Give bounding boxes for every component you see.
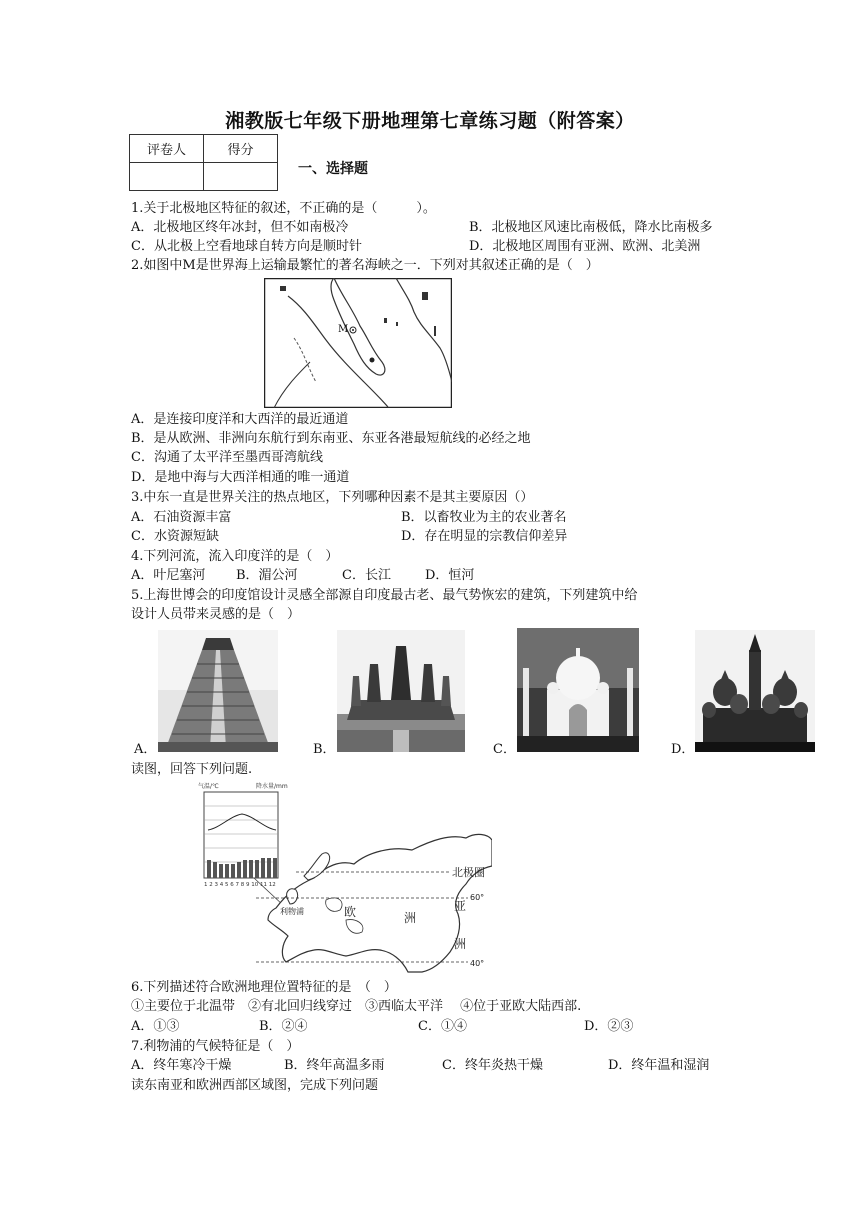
map-label-ou: 欧 bbox=[344, 905, 357, 919]
q5-label-b: B． bbox=[313, 742, 336, 757]
europe-map-with-climate-chart bbox=[196, 780, 492, 974]
q6-option-b: B．②④ bbox=[259, 1019, 308, 1034]
q2-option-b: B．是从欧洲、非洲向东航行到东南亚、东亚各港最短航线的必经之地 bbox=[131, 431, 531, 446]
page-title: 湘教版七年级下册地理第七章练习题（附答案） bbox=[225, 110, 635, 132]
q5-label-a: A． bbox=[134, 742, 157, 757]
q5-stem-line2: 设计人员带来灵感的是（ ） bbox=[131, 607, 301, 622]
q7-option-a: A．终年寒冷干燥 bbox=[131, 1058, 232, 1073]
score-cell-score bbox=[204, 163, 278, 191]
score-table bbox=[129, 134, 278, 191]
q5-label-c: C． bbox=[493, 742, 516, 757]
q2-option-d: D．是地中海与大西洋相通的唯一通道 bbox=[131, 470, 350, 485]
q3-option-c: C．水资源短缺 bbox=[131, 529, 219, 544]
map-label-europe-zhou: 洲 bbox=[404, 911, 417, 925]
malacca-strait-map bbox=[264, 278, 452, 408]
q3-option-a: A．石油资源丰富 bbox=[131, 510, 232, 525]
q1-option-b: B．北极地区风速比南极低，降水比南极多 bbox=[469, 220, 713, 235]
q4-option-d: D．恒河 bbox=[425, 568, 475, 583]
map-label-60: 60° bbox=[470, 893, 485, 902]
q3-stem: 3.中东一直是世界关注的热点地区，下列哪种因素不是其主要原因（） bbox=[131, 490, 534, 505]
taj-mahal-image bbox=[517, 628, 639, 752]
q5-label-d: D． bbox=[671, 742, 695, 757]
q6-option-c: C．①④ bbox=[418, 1019, 467, 1034]
q6-stem: 6.下列描述符合欧洲地理位置特征的是 （ ） bbox=[131, 980, 397, 995]
climate-chart-temp-label: 气温/℃ bbox=[198, 783, 219, 790]
map-label-ya: 亚 bbox=[454, 899, 467, 913]
q7-option-c: C．终年炎热干燥 bbox=[442, 1058, 543, 1073]
st-basils-cathedral-image bbox=[695, 630, 815, 752]
climate-chart-precip-label: 降水量/mm bbox=[256, 783, 288, 790]
score-header-grader: 评卷人 bbox=[130, 135, 204, 163]
q7-option-d: D．终年温和湿润 bbox=[608, 1058, 710, 1073]
mayan-pyramid-image bbox=[158, 630, 278, 752]
q1-option-d: D．北极地区周围有亚洲、欧洲、北美洲 bbox=[469, 239, 701, 254]
map-label-40: 40° bbox=[470, 959, 485, 968]
section-heading: 一、选择题 bbox=[298, 161, 368, 177]
q7-stem: 7.利物浦的气候特征是（ ） bbox=[131, 1039, 300, 1054]
map-label-liverpool: 利物浦 bbox=[280, 907, 304, 916]
q6-statements: ①主要位于北温带 ②有北回归线穿过 ③西临太平洋 ④位于亚欧大陆西部. bbox=[131, 999, 582, 1014]
angkor-wat-image bbox=[337, 630, 465, 752]
map-label-asia-zhou: 洲 bbox=[454, 937, 467, 951]
q4-option-c: C．长江 bbox=[342, 568, 391, 583]
q2-stem: 2.如图中M是世界海上运输最繁忙的著名海峡之一．下列对其叙述正确的是（ ） bbox=[131, 258, 599, 273]
q4-option-b: B．湄公河 bbox=[236, 568, 298, 583]
q1-option-c: C．从北极上空看地球自转方向是顺时针 bbox=[131, 239, 362, 254]
q3-option-b: B．以畜牧业为主的农业著名 bbox=[401, 510, 567, 525]
q5-stem-line1: 5.上海世博会的印度馆设计灵感全部源自印度最古老、最气势恢宏的建筑，下列建筑中给 bbox=[131, 588, 638, 603]
q6-option-d: D．②③ bbox=[584, 1019, 634, 1034]
q1-option-a: A．北极地区终年冰封，但不如南极冷 bbox=[131, 220, 349, 235]
q6-option-a: A．①③ bbox=[131, 1019, 180, 1034]
map-label-m: M bbox=[338, 324, 349, 335]
climate-chart-months: 1 2 3 4 5 6 7 8 9 10 11 12 bbox=[204, 882, 276, 888]
q3-option-d: D．存在明显的宗教信仰差异 bbox=[401, 529, 568, 544]
score-header-score: 得分 bbox=[204, 135, 278, 163]
q4-stem: 4.下列河流，流入印度洋的是（ ） bbox=[131, 549, 339, 564]
read-map-instruction: 读图，回答下列问题. bbox=[131, 762, 253, 777]
q4-option-a: A．叶尼塞河 bbox=[131, 568, 206, 583]
final-instruction: 读东南亚和欧洲西部区域图，完成下列问题 bbox=[131, 1078, 379, 1093]
q1-stem: 1.关于北极地区特征的叙述，不正确的是（ ）。 bbox=[131, 201, 436, 216]
q2-option-c: C．沟通了太平洋至墨西哥湾航线 bbox=[131, 450, 323, 465]
map-label-arctic-circle: 北极圈 bbox=[452, 866, 485, 879]
q7-option-b: B．终年高温多雨 bbox=[284, 1058, 385, 1073]
score-cell-grader bbox=[130, 163, 204, 191]
q2-option-a: A．是连接印度洋和大西洋的最近通道 bbox=[131, 412, 349, 427]
